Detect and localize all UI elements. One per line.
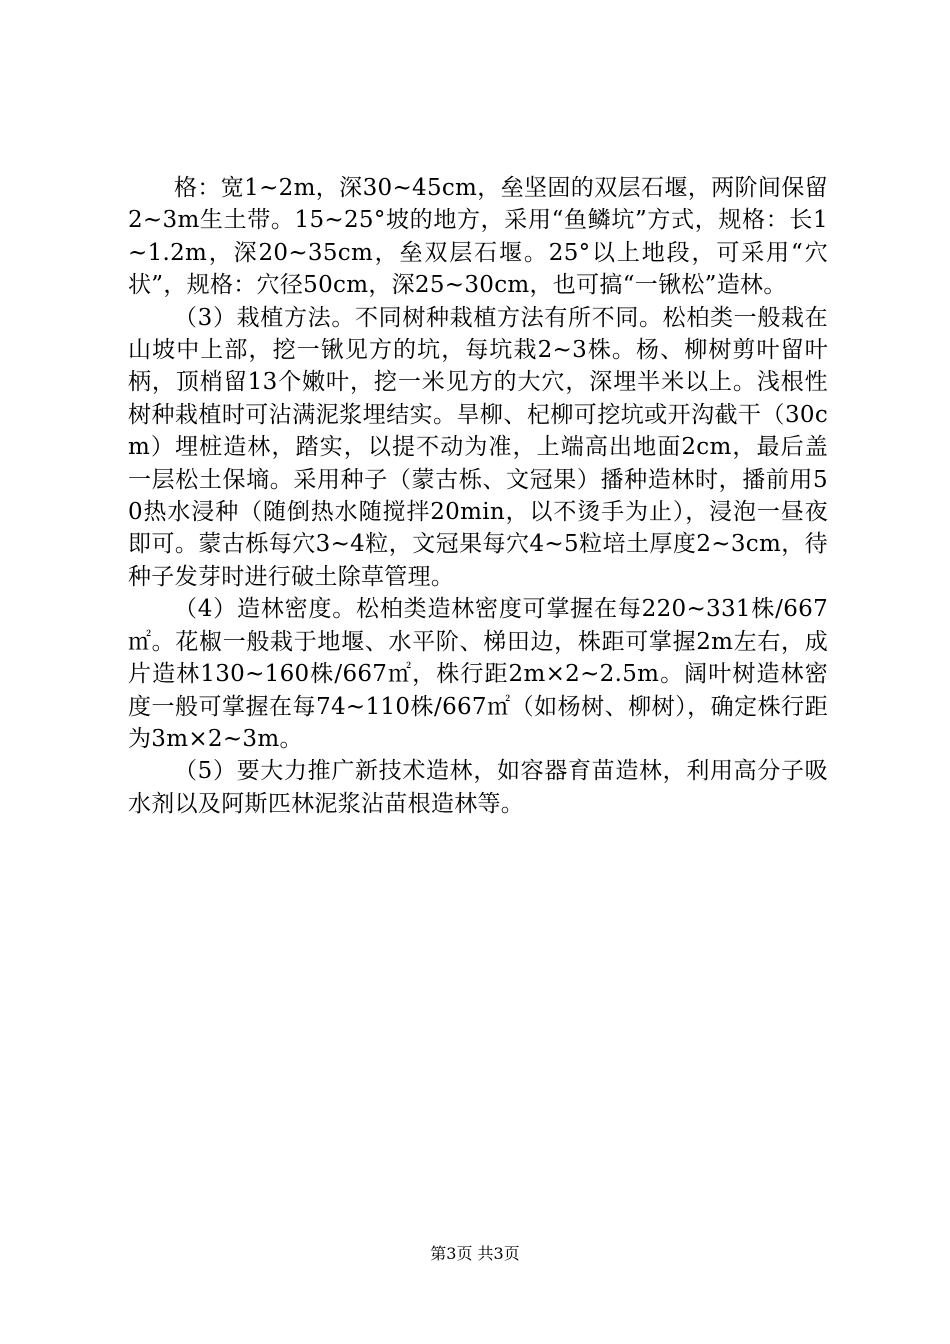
paragraph-planting-density: （4）造林密度。松柏类造林密度可掌握在每220~331株/667㎡。花椒一般栽于地堰、水平阶、梯田边，株距可掌握2m左右，成片造林130~160株/667㎡，株行距2m×2~2.5m。阔叶树造林密度一般可掌握在每74~110株/667㎡（如杨树、柳树），确定株行距为3m×2~3m。 bbox=[128, 596, 828, 752]
paragraph-new-technology: （5）要大力推广新技术造林，如容器育苗造林，利用高分子吸水剂以及阿斯匹林泥浆沾苗根造林等。 bbox=[128, 758, 828, 817]
paragraph-planting-specs: 格：宽1~2m，深30~45cm，垒坚固的双层石堰，两阶间保留2~3m生土带。15~25°坡的地方，采用“鱼鳞坑”方式，规格：长1~1.2m，深20~35cm，垒双层石堰。25°以上地段，可采用“穴状”，规格：穴径50cm，深25~30cm，也可搞“一锹松”造林。 bbox=[128, 175, 828, 299]
page-number-footer: 第3页 共3页 bbox=[430, 1244, 520, 1263]
paragraph-planting-method: （3）栽植方法。不同树种栽植方法有所不同。松柏类一般栽在山坡中上部，挖一锹见方的坑，每坑栽2~3株。杨、柳树剪叶留叶柄，顶梢留13个嫩叶，挖一米见方的大穴，深埋半米以上。浅根性树种栽植时可沾满泥浆埋结实。旱柳、杞柳可挖坑或开沟截干（30cm）埋桩造林，踏实，以提不动为准，上端高出地面2cm，最后盖一层松土保墒。采用种子（蒙古栎、文冠果）播种造林时，播前用50热水浸种（随倒热水随搅拌20min，以不烫手为止），浸泡一昼夜即可。蒙古栎每穴3~4粒，文冠果每穴4~5粒培土厚度2~3cm，待种子发芽时进行破土除草管理。 bbox=[128, 304, 828, 590]
document-body bbox=[128, 172, 828, 820]
